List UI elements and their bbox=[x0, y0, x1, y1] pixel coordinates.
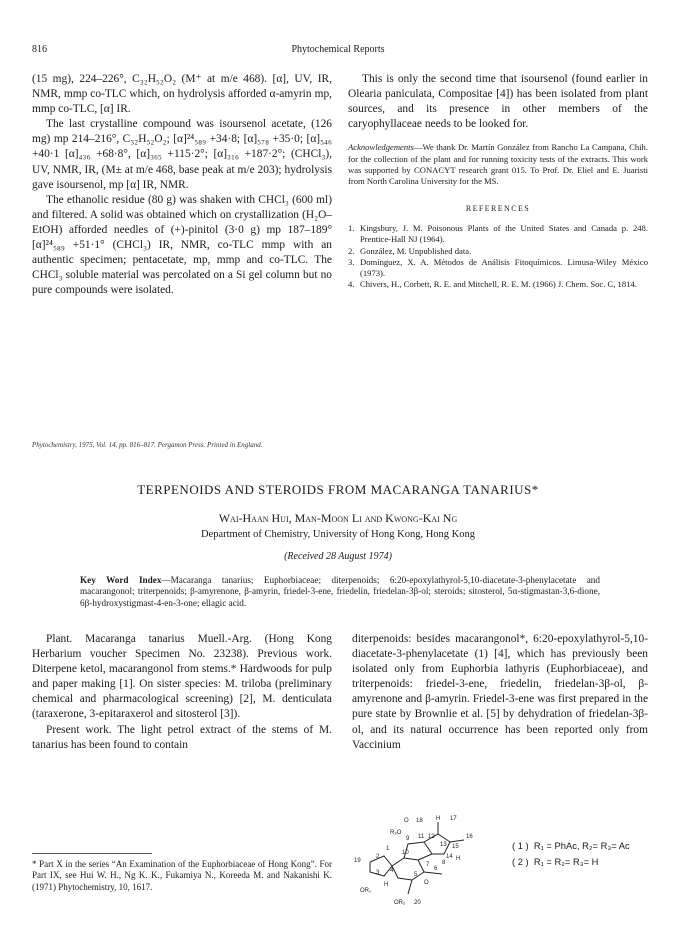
struct-label: 19 bbox=[354, 858, 361, 864]
paragraph: (15 mg), 224–226°, C₃₂H₅₂O₂ (M⁺ at m/e 468). [α], UV, IR, NMR, mmp co-TLC which, on hydrolysis afforded α-amyrin mp, mmp co-TLC, [α] IR. bbox=[32, 73, 332, 116]
structure-legend bbox=[512, 838, 630, 870]
reference-item bbox=[348, 257, 648, 279]
article-authors: Wai-Haan Hui, Man-Moon Li and Kwong-Kai Ng bbox=[218, 511, 458, 525]
acknowledgements-text: —We thank Dr. Martín González from Rancho La Campana, Chih. for the collection of the plant and for running toxicity tests of the extracts. This work was supported by CONACYT research grant 015. To Prof. Dr. Eliel and E. Juaristi from North Carolina University for the MS. bbox=[348, 142, 648, 186]
journal-citation-line: Phytochemistry, 1975, Vol. 14, pp. 816–817. Pergamon Press. Printed in England. bbox=[32, 441, 263, 449]
article-right-column bbox=[352, 632, 648, 753]
struct-label: 6 bbox=[434, 866, 438, 872]
footnote: * Part X in the series “An Examination of the Euphorbiaceae of Hong Kong”. For Part IX, see Hui W. H., Ng K. K., Fukamiya N., Koreeda M. and Nakanishi K. (1971) Phytochemistry, 10, 1617. bbox=[32, 859, 332, 892]
struct-label: 11 bbox=[418, 834, 425, 840]
reference-number: 3. bbox=[348, 256, 355, 267]
paragraph: Present work. The light petrol extract of the stems of M. tanarius has been found to contain bbox=[32, 723, 332, 751]
key-word-label: Key Word Index bbox=[80, 575, 162, 585]
struct-label: 17 bbox=[450, 816, 457, 822]
struct-label: OR₂ bbox=[394, 900, 406, 906]
article-title: TERPENOIDS AND STEROIDS FROM MACARANGA TANARIUS* bbox=[137, 482, 539, 497]
struct-label: 7 bbox=[426, 862, 430, 868]
struct-label: 2 bbox=[376, 854, 380, 860]
compound-substituents: R₁ = PhAc, R₂= R₃= Ac bbox=[533, 840, 630, 851]
struct-label: 12 bbox=[428, 834, 435, 840]
reference-item bbox=[348, 246, 648, 257]
struct-label: O bbox=[404, 818, 409, 824]
struct-label: OR₁ bbox=[360, 888, 372, 894]
key-word-index bbox=[80, 575, 600, 609]
struct-label: 5 bbox=[414, 872, 418, 878]
struct-label: 8 bbox=[442, 860, 446, 866]
received-date: (Received 28 August 1974) bbox=[284, 551, 392, 562]
struct-label: H bbox=[436, 816, 441, 822]
author-affiliation: Department of Chemistry, University of Hong Kong, Hong Kong bbox=[200, 529, 476, 540]
legend-row bbox=[512, 854, 630, 870]
reference-item bbox=[348, 223, 648, 245]
compound-substituents: R₁ = R₂= R₃= H bbox=[533, 856, 599, 867]
reference-item bbox=[348, 279, 648, 290]
struct-label: 4 bbox=[390, 868, 394, 874]
struct-label: 10 bbox=[402, 850, 409, 856]
paragraph: Plant. Macaranga tanarius Muell.-Arg. (Hong Kong Herbarium voucher Specimen No. 23238). Previous work. Diterpene ketol, macarangonol from stems.* Hardwoods for pulp and paper making [1]. On sister species: M. triloba (preliminary chemical and pharmacological screening) [2], M. denticulata (taraxerone, 3-epitaraxerol and sitosterol [3]). bbox=[32, 633, 332, 721]
struct-label: H bbox=[456, 856, 461, 862]
struct-label: 1 bbox=[386, 846, 390, 852]
footnote-rule bbox=[32, 853, 152, 854]
struct-label: 20 bbox=[414, 900, 421, 906]
reference-text: Kingsbury, J. M. Poisonous Plants of the United States and Canada p. 248. Prentice-Hall NJ (1964). bbox=[360, 223, 648, 245]
acknowledgements-heading: Acknowledgements bbox=[348, 142, 414, 153]
compound-number: ( 2 ) bbox=[512, 856, 529, 867]
key-word-text: —Macaranga tanarius; Euphorbiaceae; diterpenoids; 6:20-epoxylathyrol-5,10-diacetate-3-phenylacetate and macarangonol; triterpenoids; β-amyrenone, β-amyrin, friedel-3-ene, friedelin, friedelan-3β-ol; steroids; sitosterol, 5α-stigmastan-3,6-dione, 6β-hydroxystigmast-4-en-3-one; ellagic acid. bbox=[80, 575, 600, 608]
journal-section-title: Phytochemical Reports bbox=[291, 44, 385, 55]
paragraph: This is only the second time that isoursenol (found earlier in Olearia paniculata, Compositae [4]) has been isolated from plant sources, and its presence in other members of the caryophyllaceae needs to be looked for. bbox=[348, 73, 648, 131]
struct-label: H bbox=[384, 882, 389, 888]
paragraph: The ethanolic residue (80 g) was shaken with CHCl₃ (600 ml) and filtered. A solid was obtained which on crystallization (H₂O–EtOH) afforded needles of (+)-pinitol (3·0 g) mp 187–189° [α]²⁴₅₈₉ +51·1° (CHCl₃) IR, NMR, co-TLC mmp with an authentic specimen; pentacetate, mp, mmp and co-TLC. The CHCl₃ soluble material was percolated on a Si gel column but no pure compounds were isolated. bbox=[32, 193, 332, 297]
struct-label: 13 bbox=[440, 842, 447, 848]
reference-number: 2. bbox=[348, 245, 355, 256]
struct-label: R₃O bbox=[390, 830, 402, 836]
reference-text: González, M. Unpublished data. bbox=[360, 245, 472, 256]
paragraph: diterpenoids: besides macarangonol*, 6:20-epoxylathyrol-5,10-diacetate-3-phenylacetate (1) [4], which has previously been isolated only from Euphorbia lathyris (Euphorbiaceae), and triterpenoids: friedel-3-ene, friedelin, friedelan-3β-ol, β-amyrenone and β-amyrin. Friedel-3-ene was first prepared in the pure state by Brownlie et al. [5] by dehydration of friedelan-3β-ol, and its natural occurrence has been reported only from Vaccinium bbox=[352, 633, 648, 751]
struct-label: 16 bbox=[466, 834, 473, 840]
top-right-column bbox=[348, 72, 648, 291]
references-list bbox=[348, 223, 648, 290]
reference-number: 4. bbox=[348, 279, 355, 290]
compound-number: ( 1 ) bbox=[512, 840, 529, 851]
chemical-structure-diagram bbox=[352, 810, 502, 910]
struct-label: 18 bbox=[416, 818, 423, 824]
struct-label: O bbox=[424, 880, 429, 886]
article-left-column bbox=[32, 632, 332, 753]
struct-label: 9 bbox=[406, 836, 410, 842]
top-left-column bbox=[32, 72, 332, 298]
legend-row bbox=[512, 838, 630, 854]
struct-label: 3 bbox=[376, 870, 380, 876]
references-heading: REFERENCES bbox=[465, 204, 531, 214]
reference-number: 1. bbox=[348, 223, 355, 234]
acknowledgements bbox=[348, 142, 648, 187]
page-number: 816 bbox=[32, 44, 47, 55]
reference-text: Chivers, H., Corbett, R. E. and Mitchell, R. E. M. (1966) J. Chem. Soc. C, 1814. bbox=[360, 279, 637, 290]
reference-text: Domínguez, X. A. Métodos de Análisis Fitoquímicos. Limusa-Wiley México (1973). bbox=[360, 256, 648, 279]
struct-label: 14 bbox=[446, 854, 453, 860]
paragraph: The last crystalline compound was isoursenol acetate, (126 mg) mp 214–216°, C₃₂H₅₂O₂; [α]²⁴₅₈₉ +34·8; [α]₅₇₈ +35·0; [α]₅₄₆ +40·1 [α]₄₃₆ +68·8°, [α]₃₆₅ +115·2°; [α]₃₁₆ +187·2°; (CHCl₃), UV, NMR, IR, (M± at m/e 468, base peak at m/e 203); hydrolysis gave isoursenol, mp [α] IR, NMR. bbox=[32, 118, 332, 191]
struct-label: 15 bbox=[452, 844, 459, 850]
